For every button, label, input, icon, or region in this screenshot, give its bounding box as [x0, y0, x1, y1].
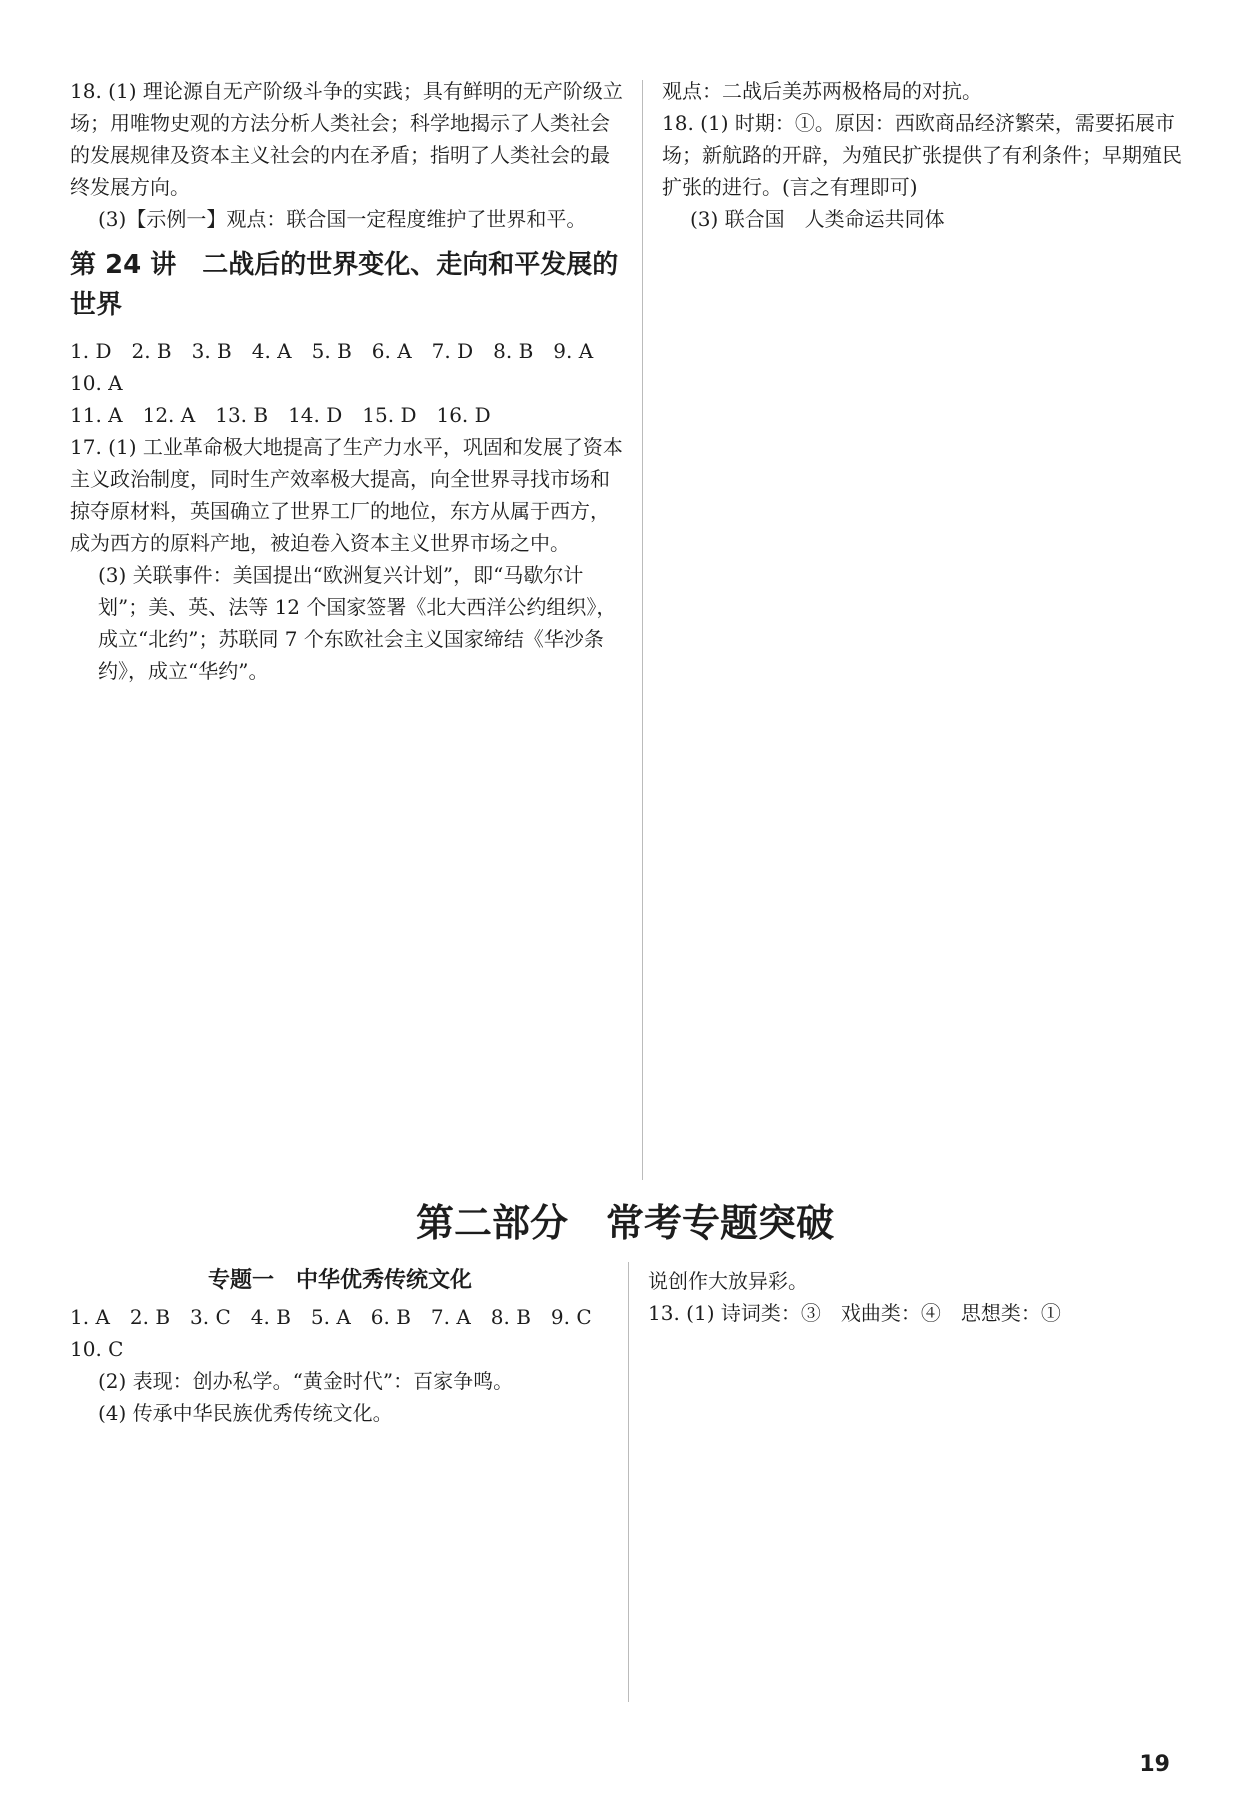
- answer-11-2: (2) 表现：创办私学。“黄金时代”：百家争鸣。: [98, 1369, 514, 1393]
- left-column-bottom: [70, 1265, 610, 1429]
- answer-18: 18. (1) 理论源自无产阶级斗争的实践；具有鲜明的无产阶级立场；用唯物史观的方法分析人类社会；科学地揭示了人类社会的发展规律及资本主义社会的内在矛盾；指明了人类社会的最终发展方向。: [70, 79, 623, 199]
- answer-18-3-right: (3) 联合国 人类命运共同体: [690, 207, 945, 231]
- lecture-heading: 第 24 讲 二战后的世界变化、走向和平发展的世界: [70, 250, 619, 320]
- topic-title: 专题一 中华优秀传统文化: [207, 1268, 472, 1293]
- choice-answers-2: 11. A 12. A 13. B 14. D 15. D 16. D: [70, 403, 491, 427]
- answer-17-3: (3) 关联事件：美国提出“欧洲复兴计划”，即“马歇尔计划”；美、英、法等 12 个国家签署《北大西洋公约组织》，成立“北约”；苏联同 7 个东欧社会主义国家缔结《华沙条约》，成立“华约”。: [98, 563, 617, 683]
- viewpoint-line: 观点：二战后美苏两极格局的对抗。: [662, 79, 982, 103]
- choice-answers-3: 1. A 2. B 3. C 4. B 5. A 6. B 7. A 8. B 9. C 10. C: [70, 1305, 612, 1361]
- part-title: 第二部分 常考专题突破: [415, 1201, 834, 1245]
- column-divider: [628, 1262, 629, 1702]
- right-column-top: [662, 75, 1182, 235]
- choice-answers-1: 1. D 2. B 3. B 4. A 5. B 6. A 7. D 8. B 9. A 10. A: [70, 339, 614, 395]
- answer-11-4: (4) 传承中华民族优秀传统文化。: [98, 1401, 393, 1425]
- left-column-top: [70, 75, 625, 687]
- answer-18-right: 18. (1) 时期：①。原因：西欧商品经济繁荣，需要拓展市场；新航路的开辟，为殖民扩张提供了有利条件；早期殖民扩张的进行。(言之有理即可): [662, 111, 1182, 199]
- column-divider: [642, 80, 643, 1180]
- answer-13: 13. (1) 诗词类：③ 戏曲类：④ 思想类：①: [648, 1301, 1061, 1325]
- page-number: 19: [1139, 1752, 1170, 1777]
- right-column-bottom: [648, 1265, 1178, 1329]
- answer-17: 17. (1) 工业革命极大地提高了生产力水平，巩固和发展了资本主义政治制度，同时生产效率极大提高，向全世界寻找市场和掠夺原材料，英国确立了世界工厂的地位，东方从属于西方，成为西方的原料产地，被迫卷入资本主义世界市场之中。: [70, 435, 623, 555]
- answer-18-3: (3)【示例一】观点：联合国一定程度维护了世界和平。: [98, 207, 587, 231]
- continuation-line: 说创作大放异彩。: [648, 1269, 808, 1293]
